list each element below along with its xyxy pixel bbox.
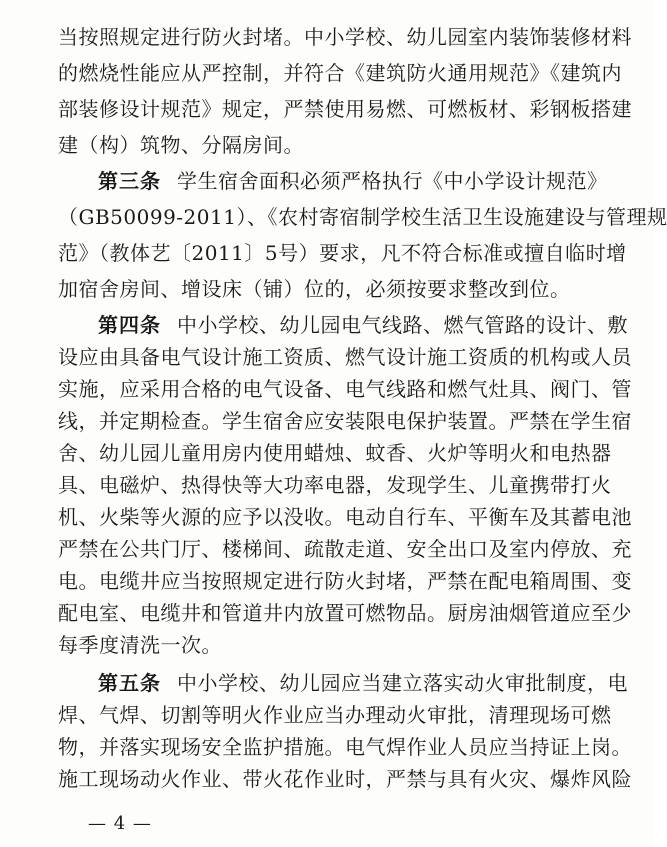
p2-line-2: （GB50099-2011）、《农村寄宿制学校生活卫生设施建设与管理规 xyxy=(58,205,667,229)
article-5-first-text: 中小学校、幼儿园应当建立落实动火审批制度，电 xyxy=(177,671,628,695)
p3-line-11: 每季度清洗一次。 xyxy=(58,633,222,657)
p1-line-2: 的燃烧性能应从严控制，并符合《建筑防火通用规范》《建筑内 xyxy=(58,61,622,85)
p2-line-3: 范》（教体艺〔2011〕5号）要求，凡不符合标准或擅自临时增 xyxy=(58,241,627,265)
p4-line-4: 施工现场动火作业、带火花作业时，严禁与具有火灾、爆炸风险 xyxy=(58,767,632,791)
p3-line-3: 实施，应采用合格的电气设备、电气线路和燃气灶具、阀门、管 xyxy=(58,377,632,401)
article-4-label: 第四条 xyxy=(98,313,161,337)
p1-line-1: 当按照规定进行防火封堵。中小学校、幼儿园室内装饰装修材料 xyxy=(58,25,632,49)
p3-line-6: 具、电磁炉、热得快等大功率电器，发现学生、儿童携带打火 xyxy=(58,473,612,497)
p3-line-5: 舍、幼儿园儿童用房内使用蜡烛、蚊香、火炉等明火和电热器 xyxy=(58,441,612,465)
article-3-first-text: 学生宿舍面积必须严格执行《中小学设计规范》 xyxy=(177,169,608,193)
article-5-label: 第五条 xyxy=(98,671,161,695)
article-3-first-line xyxy=(58,166,608,196)
p1-line-4: 建（构）筑物、分隔房间。 xyxy=(58,133,304,157)
article-5-first-line xyxy=(58,668,628,698)
article-3-label: 第三条 xyxy=(98,169,161,193)
p2-line-4: 加宿舍房间、增设床（铺）位的，必须按要求整改到位。 xyxy=(58,277,571,301)
p3-line-10: 配电室、电缆井和管道井内放置可燃物品。厨房油烟管道应至少 xyxy=(58,601,632,625)
p3-line-9: 电。电缆井应当按照规定进行防火封堵，严禁在配电箱周围、变 xyxy=(58,569,632,593)
p3-line-4: 线，并定期检查。学生宿舍应安装限电保护装置。严禁在学生宿 xyxy=(58,409,632,433)
p4-line-3: 物，并落实现场安全监护措施。电气焊作业人员应当持证上岗。 xyxy=(58,735,632,759)
p1-line-3: 部装修设计规范》规定，严禁使用易燃、可燃板材、彩钢板搭建 xyxy=(58,97,632,121)
p3-line-7: 机、火柴等火源的应予以没收。电动自行车、平衡车及其蓄电池 xyxy=(58,505,632,529)
article-4-first-line xyxy=(58,310,628,340)
p4-line-2: 焊、气焊、切割等明火作业应当办理动火审批，清理现场可燃 xyxy=(58,703,612,727)
article-4-first-text: 中小学校、幼儿园电气线路、燃气管路的设计、敷 xyxy=(177,313,628,337)
page-number: — 4 — xyxy=(88,813,152,834)
p3-line-2: 设应由具备电气设计施工资质、燃气设计施工资质的机构或人员 xyxy=(58,345,632,369)
p3-line-8: 严禁在公共门厅、楼梯间、疏散走道、安全出口及室内停放、充 xyxy=(58,537,632,561)
